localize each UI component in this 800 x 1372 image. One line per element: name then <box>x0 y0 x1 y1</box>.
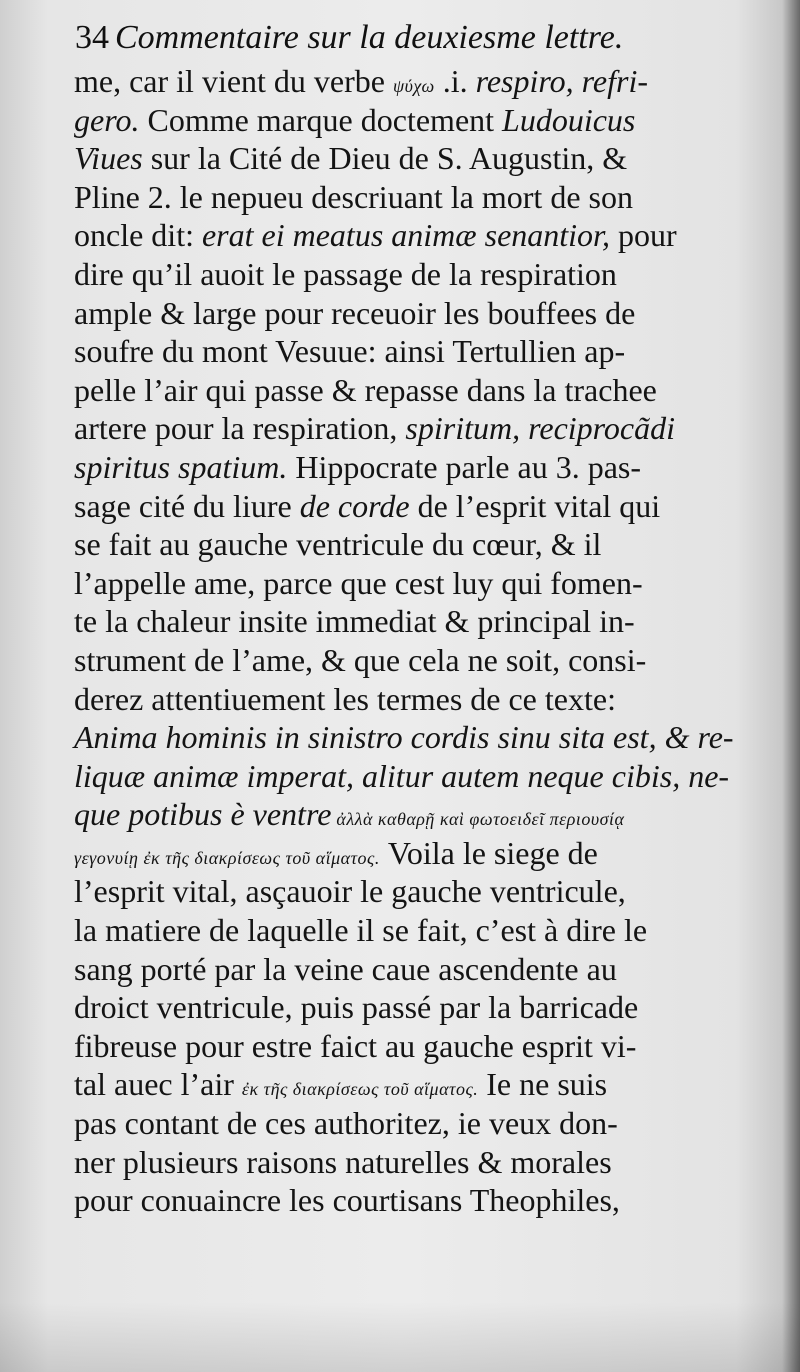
roman-text: oncle dit: <box>74 217 202 254</box>
italic-text: liquæ animæ imperat, alitur autem neque cibis, ne- <box>74 757 730 794</box>
italic-text: que potibus è ventre <box>74 796 332 833</box>
roman-text: strument de l’ame, & que cela ne soit, consi- <box>74 641 647 678</box>
text-line <box>74 487 734 526</box>
italic-text: erat ei meatus animæ senantior, <box>201 217 610 254</box>
roman-text: sage cité du liure <box>74 487 300 524</box>
italic-text: spiritum, reciprocãdi <box>405 410 676 447</box>
roman-text: pelle l’air qui passe & repasse dans la trachee <box>74 371 657 408</box>
roman-text: dire qu’il auoit le passage de la respiration <box>74 255 617 292</box>
roman-text: artere pour la respiration, <box>74 410 406 447</box>
text-line <box>74 525 734 564</box>
roman-text: derez attentiuement les termes de ce texte: <box>74 680 616 717</box>
roman-text: pas contant de ces authoritez, ie veux don- <box>74 1105 618 1142</box>
text-line <box>74 294 734 333</box>
text-line <box>74 1027 734 1066</box>
italic-text: respiro, refri- <box>475 63 649 99</box>
italic-text: gero. <box>74 101 140 138</box>
roman-text: pour conuaincre les courtisans Theophiles, <box>74 1182 620 1219</box>
text-line <box>74 409 734 448</box>
text-line <box>74 1181 734 1220</box>
roman-text: sang porté par la veine caue ascendente au <box>74 950 617 987</box>
text-line <box>74 680 734 719</box>
roman-text: pour <box>609 217 677 254</box>
text-line <box>74 602 734 641</box>
text-line <box>74 795 734 834</box>
greek-text: γεγονυίῃ ἐκ τῆς διακρίσεως τοῦ αἵματος. <box>74 847 380 868</box>
text-line <box>74 1065 734 1104</box>
page-spine-shadow <box>782 0 800 1372</box>
text-line <box>74 448 734 487</box>
greek-text: ψύχω <box>392 76 435 96</box>
text-line <box>74 564 734 603</box>
roman-text: la matiere de laquelle il se fait, c’est à dire le <box>74 912 648 949</box>
text-line <box>74 834 734 873</box>
text-line <box>74 371 734 410</box>
roman-text: droict ventricule, puis passé par la barricade <box>74 989 639 1026</box>
running-title: Commentaire sur la deuxiesme lettre. <box>115 19 624 56</box>
text-line <box>74 139 734 178</box>
roman-text: Hippocrate parle au 3. pas- <box>287 448 641 485</box>
roman-text: l’esprit vital, asçauoir le gauche ventricule, <box>74 873 626 910</box>
roman-text: ample & large pour receuoir les bouffees de <box>74 294 636 331</box>
text-line <box>74 872 734 911</box>
text-line <box>74 911 734 950</box>
roman-text: l’appelle ame, parce que cest luy qui fomen- <box>74 564 643 601</box>
text-line <box>74 1143 734 1182</box>
text-line <box>74 718 734 757</box>
italic-text: Anima hominis in sinistro cordis sinu sita est, & re- <box>74 719 734 756</box>
roman-text: te la chaleur insite immediat & principal in- <box>74 603 635 640</box>
roman-text: ner plusieurs raisons naturelles & morales <box>74 1143 612 1180</box>
roman-text: tal auec l’air <box>74 1066 242 1103</box>
text-line <box>74 988 734 1027</box>
roman-text: Voila le siege de <box>379 834 598 871</box>
italic-text: Ludouicus <box>502 101 636 138</box>
roman-text: se fait au gauche ventricule du cœur, & il <box>74 526 602 563</box>
roman-text: me, car il vient du verbe <box>74 63 393 99</box>
roman-text: Comme marque doctement <box>139 101 503 138</box>
greek-text: ἀλλὰ καθαρῇ καὶ φωτοειδεῖ περιουσίᾳ <box>331 809 625 830</box>
page-bottom-edge <box>0 1302 800 1372</box>
page-number: 34 <box>75 19 109 56</box>
text-line <box>74 62 734 101</box>
roman-text: fibreuse pour estre faict au gauche esprit vi- <box>74 1027 637 1064</box>
body-text <box>74 62 734 1220</box>
italic-text: spiritus spatium. <box>74 448 288 485</box>
text-line <box>74 178 734 217</box>
text-line <box>74 332 734 371</box>
text-line <box>74 255 734 294</box>
roman-text: soufre du mont Vesuue: ainsi Tertullien ap- <box>74 333 626 370</box>
roman-text: de l’esprit vital qui <box>409 487 661 524</box>
italic-text: Viues <box>74 140 143 177</box>
roman-text: Pline 2. le nepueu descriuant la mort de son <box>74 178 633 215</box>
text-line <box>74 216 734 255</box>
text-line <box>74 101 734 140</box>
text-line <box>74 1104 734 1143</box>
text-line <box>74 641 734 680</box>
page-header <box>75 14 735 62</box>
italic-text: de corde <box>299 487 410 524</box>
greek-text: ἐκ τῆς διακρίσεως τοῦ αἵματος. <box>241 1079 479 1100</box>
text-line <box>74 757 734 796</box>
roman-text: .i. <box>434 63 476 99</box>
roman-text: sur la Cité de Dieu de S. Augustin, & <box>142 140 628 177</box>
text-line <box>74 950 734 989</box>
roman-text: Ie ne suis <box>478 1066 608 1103</box>
